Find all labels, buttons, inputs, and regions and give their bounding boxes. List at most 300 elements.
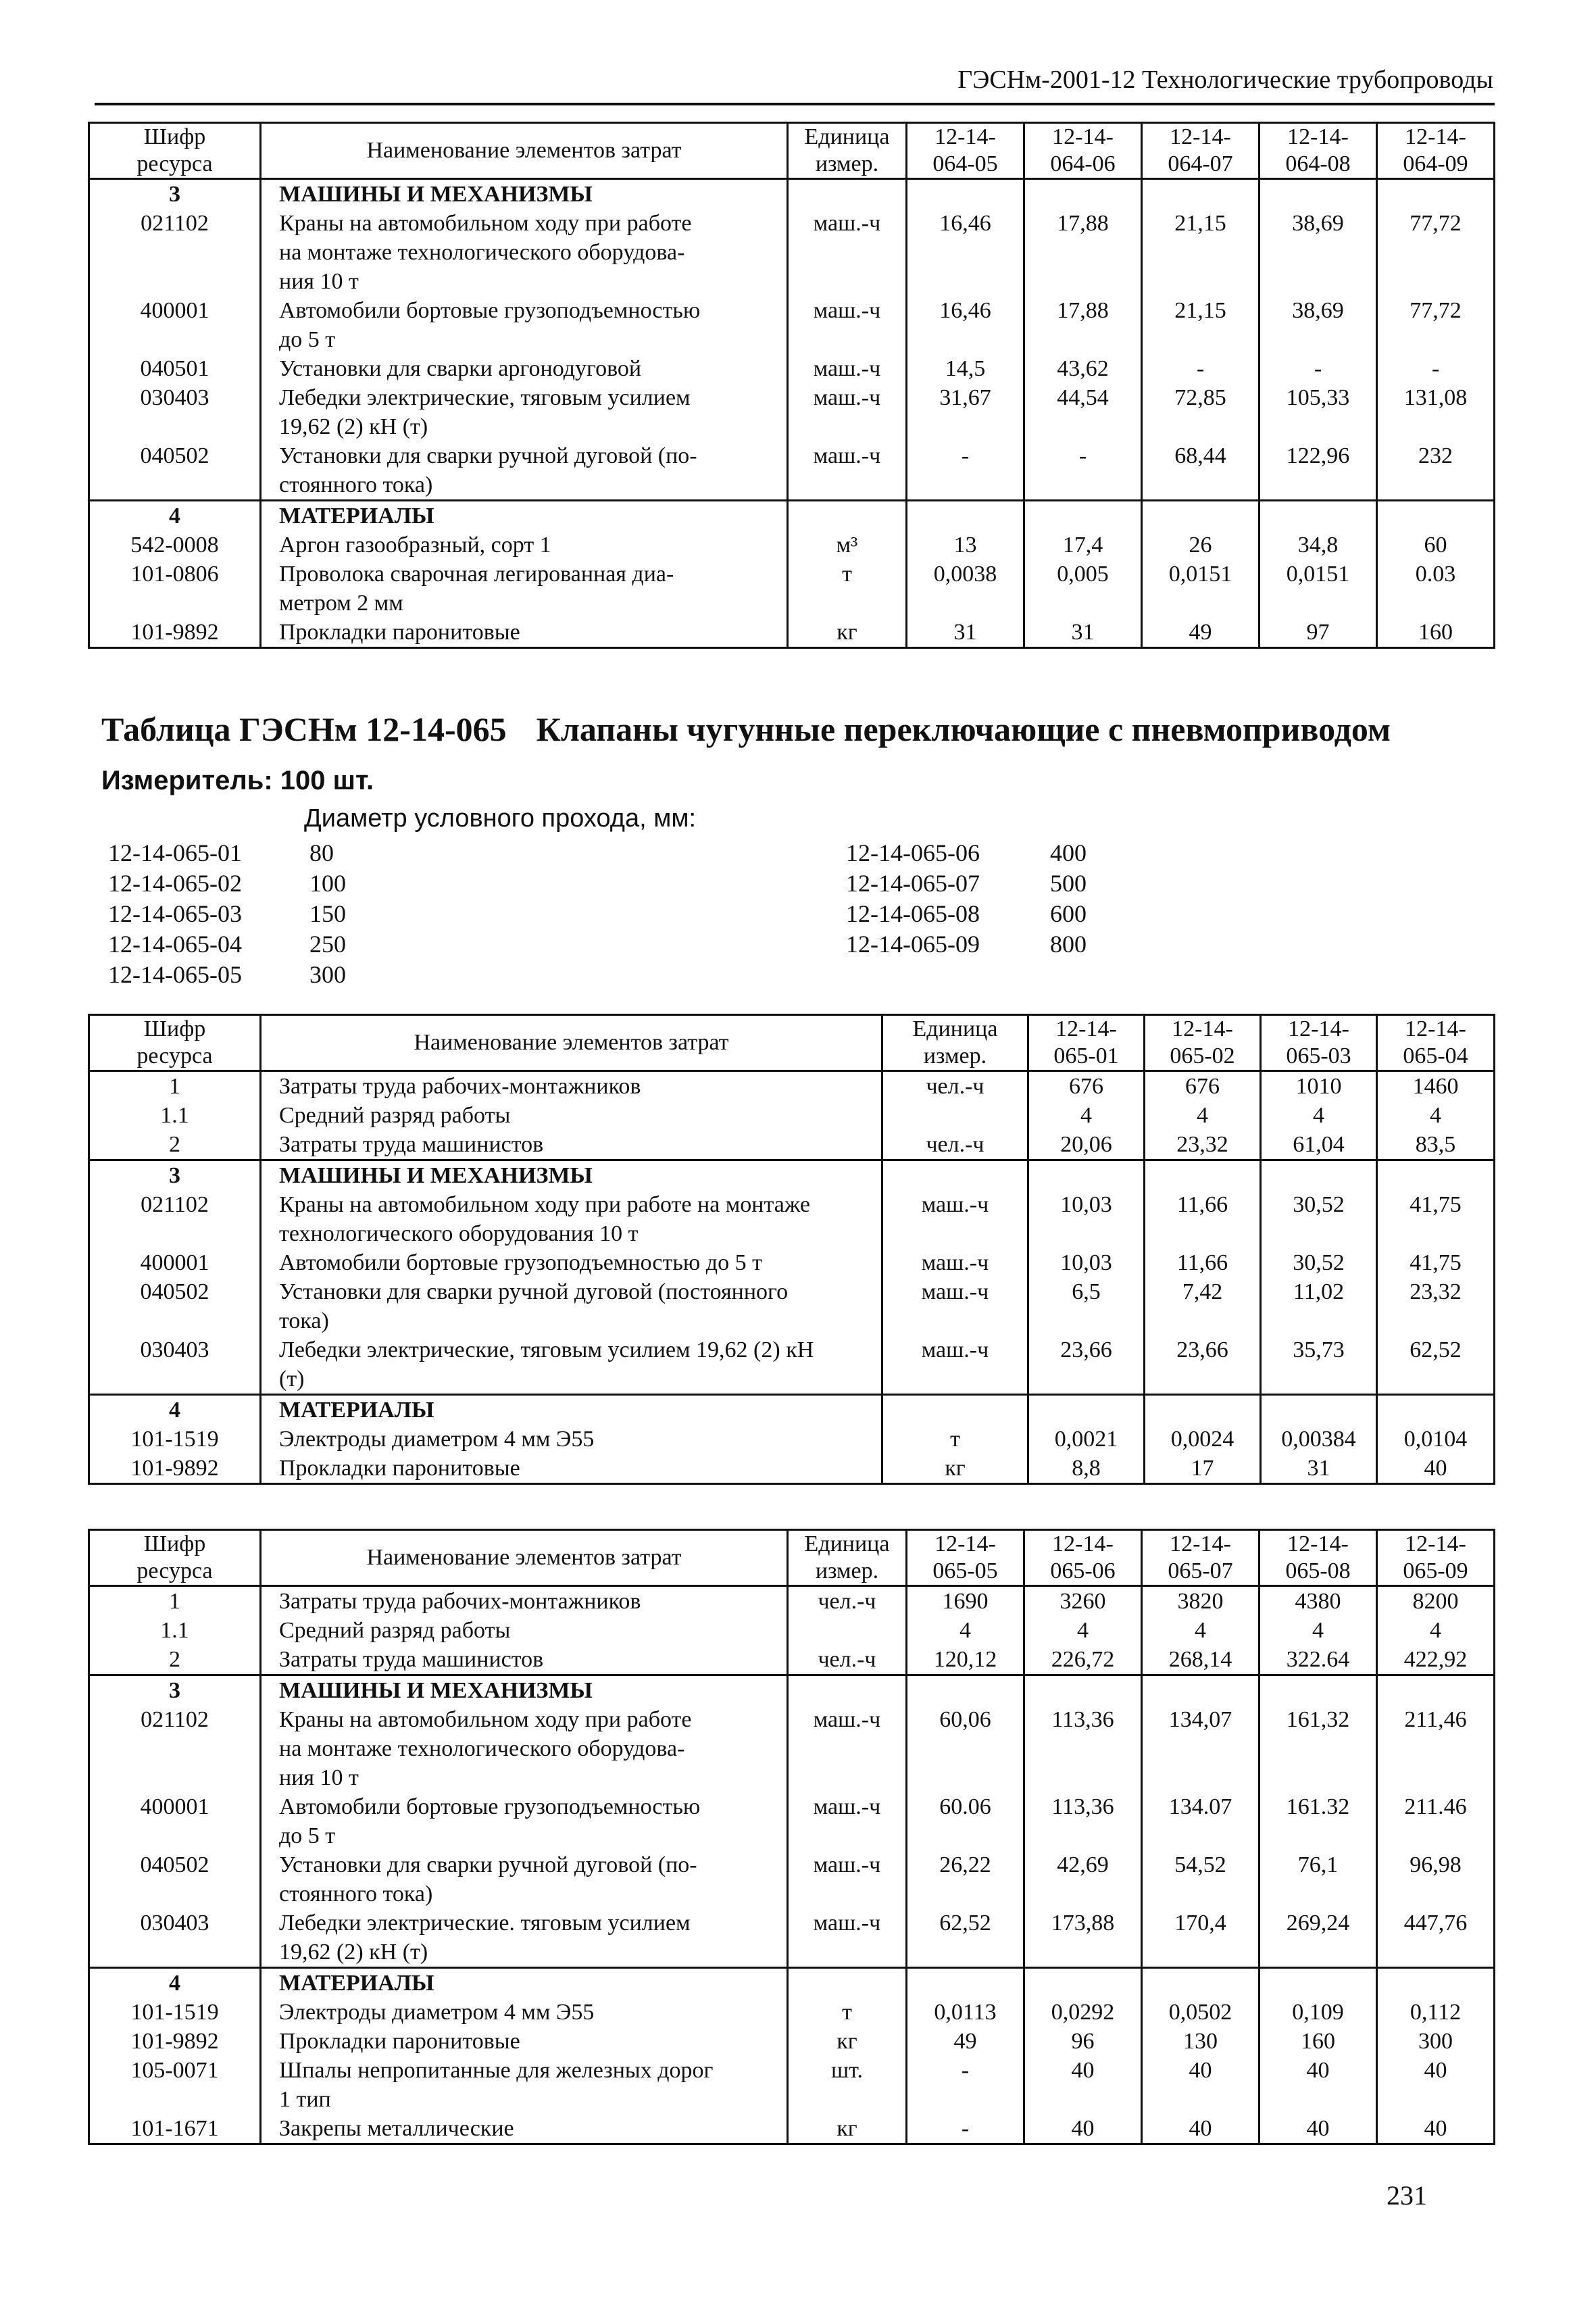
value-cell: 676 — [1028, 1071, 1145, 1102]
value-cell: - — [907, 2056, 1024, 2114]
header-line: измер. — [815, 151, 879, 176]
unit-cell: шт. — [788, 2056, 907, 2114]
value-cell: 170,4 — [1142, 1909, 1260, 1968]
table-row — [89, 1616, 1495, 1645]
value-cell: 0,0021 — [1028, 1425, 1145, 1454]
header-line: ресурса — [136, 151, 213, 176]
unit-cell: маш.-ч — [788, 209, 907, 296]
name-line: Установки для сварки ручной дуговой (постоянного — [279, 1279, 789, 1304]
value-cell: 30,52 — [1261, 1190, 1377, 1248]
name-line: Затраты труда машинистов — [279, 1132, 544, 1157]
name-line: до 5 т — [279, 1823, 336, 1848]
diameter-norm-code: 12-14-065-07 — [846, 870, 980, 897]
col-header-norm-code — [1024, 1530, 1142, 1586]
empty-cell — [882, 1395, 1028, 1425]
diameter-norm-code: 12-14-065-01 — [108, 839, 242, 866]
value-cell: 0,0502 — [1142, 1998, 1260, 2027]
cost-element-name — [261, 1586, 788, 1617]
value-cell: 60 — [1377, 531, 1495, 560]
empty-cell — [1145, 1160, 1261, 1191]
name-line: на монтаже технологического оборудова- — [279, 240, 685, 265]
resource-code: 040502 — [89, 441, 261, 501]
name-line: метром 2 мм — [279, 591, 403, 616]
header-line: 12-14- — [1405, 1016, 1466, 1041]
col-header-name: Наименование элементов затрат — [261, 1015, 882, 1071]
header-line: 064-08 — [1285, 151, 1351, 176]
table-number: Таблица ГЭСНм 12-14-065 — [101, 710, 507, 748]
value-cell: 160 — [1377, 618, 1495, 648]
unit-cell: маш.-ч — [788, 1792, 907, 1850]
empty-cell — [788, 179, 907, 210]
resource-code: 101-9892 — [89, 1454, 261, 1484]
diameter-norm-code: 12-14-065-09 — [846, 931, 980, 958]
value-cell: 54,52 — [1142, 1850, 1260, 1909]
name-line: Затраты труда рабочих-монтажников — [279, 1074, 641, 1099]
value-cell: 76,1 — [1260, 1850, 1377, 1909]
header-line: 064-07 — [1168, 151, 1233, 176]
header-line: 12-14- — [1288, 1016, 1349, 1041]
resource-table-065-01-04 — [88, 1014, 1495, 1485]
header-line: 065-04 — [1403, 1043, 1468, 1068]
value-cell: 13 — [907, 531, 1024, 560]
section-row — [89, 1395, 1495, 1425]
cost-element-name — [261, 531, 788, 560]
header-line: 12-14- — [1170, 124, 1231, 149]
table-row — [89, 1071, 1495, 1102]
value-cell: - — [907, 2114, 1024, 2144]
empty-cell — [907, 1675, 1024, 1706]
header-line: Шифр — [143, 124, 206, 149]
col-header-norm-code — [1260, 1530, 1377, 1586]
unit-cell: чел.-ч — [882, 1071, 1028, 1102]
measurer: Измеритель: 100 шт. — [101, 766, 374, 795]
section-row — [89, 1968, 1495, 1998]
value-cell: 40 — [1024, 2114, 1142, 2144]
resource-code: 1.1 — [89, 1101, 261, 1130]
name-line: Затраты труда рабочих-монтажников — [279, 1589, 641, 1614]
cost-element-name — [261, 1909, 788, 1968]
value-cell: 0,0292 — [1024, 1998, 1142, 2027]
name-line: Установки для сварки аргонодуговой — [279, 356, 642, 381]
name-line: Автомобили бортовые грузоподъемностью до 5 т — [279, 1250, 762, 1275]
header-line: 064-06 — [1050, 151, 1116, 176]
empty-cell — [788, 1675, 907, 1706]
cost-element-name — [261, 1454, 882, 1484]
col-header-code — [89, 123, 261, 179]
name-line: на монтаже технологического оборудова- — [279, 1736, 685, 1761]
header-line: Шифр — [143, 1531, 206, 1556]
value-cell: 68,44 — [1142, 441, 1260, 501]
value-cell: 3260 — [1024, 1586, 1142, 1617]
section-title: МАТЕРИАЛЫ — [261, 501, 788, 531]
resource-code: 2 — [89, 1130, 261, 1160]
table-row — [89, 1909, 1495, 1968]
table-row — [89, 1454, 1495, 1484]
value-cell: 17,88 — [1024, 296, 1142, 354]
empty-cell — [1260, 501, 1377, 531]
value-cell: 62,52 — [1377, 1335, 1495, 1395]
resource-table-064 — [88, 122, 1495, 649]
name-line: ния 10 т — [279, 1765, 359, 1790]
value-cell: - — [1024, 441, 1142, 501]
table-row — [89, 383, 1495, 441]
value-cell: 11,66 — [1145, 1248, 1261, 1277]
empty-cell — [1028, 1395, 1145, 1425]
value-cell: 4 — [1260, 1616, 1377, 1645]
value-cell: 10,03 — [1028, 1190, 1145, 1248]
unit-cell: маш.-ч — [882, 1248, 1028, 1277]
cost-element-name — [261, 1071, 882, 1102]
table-row — [89, 441, 1495, 501]
value-cell: 21,15 — [1142, 209, 1260, 296]
value-cell: 4 — [1142, 1616, 1260, 1645]
cost-element-name — [261, 383, 788, 441]
diameter-row — [846, 868, 1319, 899]
value-cell: 40 — [1260, 2056, 1377, 2114]
table-row — [89, 531, 1495, 560]
value-cell: 23,32 — [1145, 1130, 1261, 1160]
value-cell: 0,00384 — [1261, 1425, 1377, 1454]
diameter-norm-code: 12-14-065-03 — [108, 900, 242, 927]
value-cell: 0,005 — [1024, 560, 1142, 618]
header-line: 065-02 — [1170, 1043, 1235, 1068]
header-line: 065-06 — [1050, 1558, 1116, 1583]
diameter-value: 800 — [1050, 931, 1087, 958]
value-cell: - — [1377, 354, 1495, 383]
name-line: Установки для сварки ручной дуговой (по- — [279, 443, 697, 468]
value-cell: 8200 — [1377, 1586, 1495, 1617]
unit-cell: маш.-ч — [788, 383, 907, 441]
value-cell: 422,92 — [1377, 1645, 1495, 1675]
unit-cell: кг — [788, 2114, 907, 2144]
value-cell: 83,5 — [1377, 1130, 1495, 1160]
empty-cell — [1260, 179, 1377, 210]
value-cell: 10,03 — [1028, 1248, 1145, 1277]
cost-element-name — [261, 2114, 788, 2144]
name-line: Аргон газообразный, сорт 1 — [279, 533, 551, 558]
name-line: Лебедки электрические, тяговым усилием — [279, 385, 691, 410]
name-line: Затраты труда машинистов — [279, 1647, 544, 1672]
resource-code: 1 — [89, 1071, 261, 1102]
name-line: Закрепы металлические — [279, 2116, 514, 2141]
value-cell: 134.07 — [1142, 1792, 1260, 1850]
resource-code: 4 — [89, 1395, 261, 1425]
value-cell: 161.32 — [1260, 1792, 1377, 1850]
resource-code: 021102 — [89, 1190, 261, 1248]
value-cell: 4 — [1377, 1616, 1495, 1645]
value-cell: 0,0113 — [907, 1998, 1024, 2027]
name-line: до 5 т — [279, 327, 336, 352]
unit-cell: маш.-ч — [882, 1335, 1028, 1395]
table-row — [89, 209, 1495, 296]
cost-element-name — [261, 1190, 882, 1248]
diameter-row — [846, 899, 1319, 929]
name-line: стоянного тока) — [279, 1881, 433, 1906]
section-title: МАШИНЫ И МЕХАНИЗМЫ — [261, 179, 788, 210]
value-cell: 62,52 — [907, 1909, 1024, 1968]
table-row — [89, 2114, 1495, 2144]
unit-cell: кг — [788, 618, 907, 648]
header-line: 065-03 — [1286, 1043, 1351, 1068]
empty-cell — [1142, 501, 1260, 531]
value-cell: 34,8 — [1260, 531, 1377, 560]
unit-cell: м³ — [788, 531, 907, 560]
value-cell: 0.03 — [1377, 560, 1495, 618]
unit-cell: маш.-ч — [788, 1850, 907, 1909]
cost-element-name — [261, 1248, 882, 1277]
resource-code: 030403 — [89, 383, 261, 441]
diameter-value: 150 — [309, 900, 346, 927]
value-cell: 41,75 — [1377, 1190, 1495, 1248]
empty-cell — [907, 1968, 1024, 1998]
table-title — [101, 710, 1391, 749]
value-cell: 1460 — [1377, 1071, 1495, 1102]
unit-cell: чел.-ч — [788, 1645, 907, 1675]
name-line: Проволока сварочная легированная диа- — [279, 562, 674, 587]
resource-code: 4 — [89, 1968, 261, 1998]
resource-code: 021102 — [89, 1705, 261, 1792]
diameter-value: 80 — [309, 839, 334, 866]
value-cell: 161,32 — [1260, 1705, 1377, 1792]
resource-code: 101-1519 — [89, 1998, 261, 2027]
col-header-norm-code — [1377, 1015, 1495, 1071]
value-cell: 35,73 — [1261, 1335, 1377, 1395]
col-header-norm-code — [1028, 1015, 1145, 1071]
cost-element-name — [261, 209, 788, 296]
resource-code: 400001 — [89, 1792, 261, 1850]
name-line: технологического оборудования 10 т — [279, 1221, 639, 1246]
header-line: 12-14- — [1052, 1531, 1114, 1556]
value-cell: 226,72 — [1024, 1645, 1142, 1675]
name-line: Автомобили бортовые грузоподъемностью — [279, 298, 701, 323]
value-cell: 11,66 — [1145, 1190, 1261, 1248]
resource-table-065-05-09 — [88, 1529, 1495, 2145]
empty-cell — [1024, 501, 1142, 531]
page-number: 231 — [1387, 2180, 1427, 2211]
value-cell: 0,0151 — [1142, 560, 1260, 618]
col-header-norm-code — [1142, 1530, 1260, 1586]
value-cell: 40 — [1260, 2114, 1377, 2144]
resource-code: 2 — [89, 1645, 261, 1675]
diameter-row — [846, 838, 1319, 868]
value-cell: 17,4 — [1024, 531, 1142, 560]
header-line: 12-14- — [934, 1531, 996, 1556]
cost-element-name — [261, 1998, 788, 2027]
value-cell: 31,67 — [907, 383, 1024, 441]
header-line: 065-09 — [1403, 1558, 1468, 1583]
section-row — [89, 1160, 1495, 1191]
diameter-value: 400 — [1050, 839, 1087, 866]
value-cell: 4380 — [1260, 1586, 1377, 1617]
value-cell: 31 — [1024, 618, 1142, 648]
value-cell: 43,62 — [1024, 354, 1142, 383]
cost-element-name — [261, 618, 788, 648]
col-header-norm-code — [1024, 123, 1142, 179]
header-line: ресурса — [136, 1043, 213, 1068]
name-line: Краны на автомобильном ходу при работе — [279, 211, 692, 236]
value-cell: 44,54 — [1024, 383, 1142, 441]
diameter-value: 600 — [1050, 900, 1087, 927]
name-line: Лебедки электрические, тяговым усилием 19,62 (2) кН — [279, 1337, 814, 1362]
value-cell: 4 — [1028, 1101, 1145, 1130]
diameter-row — [108, 960, 581, 990]
header-line: ресурса — [136, 1558, 213, 1583]
diameter-norm-code: 12-14-065-08 — [846, 900, 980, 927]
diameter-row — [108, 899, 581, 929]
header-line: 065-07 — [1168, 1558, 1233, 1583]
resource-code: 040502 — [89, 1850, 261, 1909]
unit-cell: т — [788, 560, 907, 618]
unit-cell: маш.-ч — [788, 1705, 907, 1792]
resource-code: 030403 — [89, 1335, 261, 1395]
value-cell: 4 — [1261, 1101, 1377, 1130]
value-cell: 40 — [1377, 2056, 1495, 2114]
value-cell: 40 — [1377, 2114, 1495, 2144]
cost-element-name — [261, 1335, 882, 1395]
diameter-value: 500 — [1050, 870, 1087, 897]
section-title: МАШИНЫ И МЕХАНИЗМЫ — [261, 1675, 788, 1706]
value-cell: 4 — [1024, 1616, 1142, 1645]
table-row — [89, 296, 1495, 354]
cost-element-name — [261, 1705, 788, 1792]
value-cell: 77,72 — [1377, 296, 1495, 354]
name-line: Электроды диаметром 4 мм Э55 — [279, 2000, 595, 2025]
col-header-norm-code — [1261, 1015, 1377, 1071]
unit-cell: маш.-ч — [788, 441, 907, 501]
table-row — [89, 354, 1495, 383]
value-cell: - — [1142, 354, 1260, 383]
value-cell: 20,06 — [1028, 1130, 1145, 1160]
col-header-norm-code — [1142, 123, 1260, 179]
cost-element-name — [261, 1425, 882, 1454]
table-row — [89, 1792, 1495, 1850]
cost-element-name — [261, 1850, 788, 1909]
empty-cell — [1377, 1160, 1495, 1191]
diameter-row — [108, 838, 581, 868]
cost-element-name — [261, 1130, 882, 1160]
name-line: стоянного тока) — [279, 472, 433, 497]
name-line: 19,62 (2) кН (т) — [279, 1940, 428, 1965]
section-row — [89, 1675, 1495, 1706]
header-line: 065-01 — [1053, 1043, 1119, 1068]
value-cell: 0,0151 — [1260, 560, 1377, 618]
value-cell: 23,32 — [1377, 1277, 1495, 1335]
table-row — [89, 618, 1495, 648]
header-line: 065-08 — [1285, 1558, 1351, 1583]
value-cell: 130 — [1142, 2027, 1260, 2056]
value-cell: 0,112 — [1377, 1998, 1495, 2027]
empty-cell — [788, 501, 907, 531]
value-cell: 0,0038 — [907, 560, 1024, 618]
col-header-code — [89, 1015, 261, 1071]
diameter-value: 250 — [309, 931, 346, 958]
value-cell: 40 — [1142, 2056, 1260, 2114]
value-cell: 0,0024 — [1145, 1425, 1261, 1454]
header-line: 064-09 — [1403, 151, 1468, 176]
unit-cell: чел.-ч — [882, 1130, 1028, 1160]
empty-cell — [1377, 179, 1495, 210]
unit-cell: т — [882, 1425, 1028, 1454]
table-row — [89, 1277, 1495, 1335]
diameter-value: 100 — [309, 870, 346, 897]
value-cell: 40 — [1024, 2056, 1142, 2114]
value-cell: 16,46 — [907, 209, 1024, 296]
unit-cell — [788, 1616, 907, 1645]
resource-code: 040502 — [89, 1277, 261, 1335]
value-cell: 1690 — [907, 1586, 1024, 1617]
col-header-name: Наименование элементов затрат — [261, 123, 788, 179]
cost-element-name — [261, 354, 788, 383]
value-cell: 31 — [907, 618, 1024, 648]
header-row — [89, 123, 1495, 179]
empty-cell — [1377, 501, 1495, 531]
value-cell: 1010 — [1261, 1071, 1377, 1102]
value-cell: 26 — [1142, 531, 1260, 560]
value-cell: 72,85 — [1142, 383, 1260, 441]
table-row — [89, 2027, 1495, 2056]
section-title: МАШИНЫ И МЕХАНИЗМЫ — [261, 1160, 882, 1191]
value-cell: 7,42 — [1145, 1277, 1261, 1335]
table-row — [89, 1130, 1495, 1160]
value-cell: 11,02 — [1261, 1277, 1377, 1335]
section-title: МАТЕРИАЛЫ — [261, 1968, 788, 1998]
unit-cell: маш.-ч — [788, 1909, 907, 1968]
value-cell: 4 — [1377, 1101, 1495, 1130]
value-cell: 4 — [907, 1616, 1024, 1645]
empty-cell — [1261, 1395, 1377, 1425]
header-line: 12-14- — [1287, 1531, 1349, 1556]
section-row — [89, 179, 1495, 210]
diameter-value: 300 — [309, 961, 346, 988]
value-cell: 676 — [1145, 1071, 1261, 1102]
empty-cell — [1261, 1160, 1377, 1191]
table-row — [89, 1705, 1495, 1792]
value-cell: 122,96 — [1260, 441, 1377, 501]
unit-cell — [882, 1101, 1028, 1130]
empty-cell — [882, 1160, 1028, 1191]
value-cell: 16,46 — [907, 296, 1024, 354]
table-row — [89, 1248, 1495, 1277]
empty-cell — [1024, 1968, 1142, 1998]
unit-cell: чел.-ч — [788, 1586, 907, 1617]
table-row — [89, 1190, 1495, 1248]
diameter-caption: Диаметр условного прохода, мм: — [304, 804, 697, 833]
header-line: Единица — [912, 1016, 998, 1041]
empty-cell — [907, 179, 1024, 210]
cost-element-name — [261, 560, 788, 618]
value-cell: 113,36 — [1024, 1705, 1142, 1792]
col-header-unit — [788, 1530, 907, 1586]
header-line: 12-14- — [1405, 124, 1466, 149]
resource-code: 021102 — [89, 209, 261, 296]
resource-code: 101-1671 — [89, 2114, 261, 2144]
header-row — [89, 1015, 1495, 1071]
resource-code: 1 — [89, 1586, 261, 1617]
empty-cell — [1377, 1675, 1495, 1706]
unit-cell: маш.-ч — [788, 354, 907, 383]
value-cell: 268,14 — [1142, 1645, 1260, 1675]
value-cell: 160 — [1260, 2027, 1377, 2056]
header-row — [89, 1530, 1495, 1586]
resource-code: 542-0008 — [89, 531, 261, 560]
header-line: 12-14- — [1405, 1531, 1466, 1556]
name-line: Автомобили бортовые грузоподъемностью — [279, 1794, 701, 1819]
resource-code: 101-0806 — [89, 560, 261, 618]
unit-cell: маш.-ч — [788, 296, 907, 354]
resource-code: 3 — [89, 179, 261, 210]
resource-code: 1.1 — [89, 1616, 261, 1645]
diameter-row — [108, 868, 581, 899]
